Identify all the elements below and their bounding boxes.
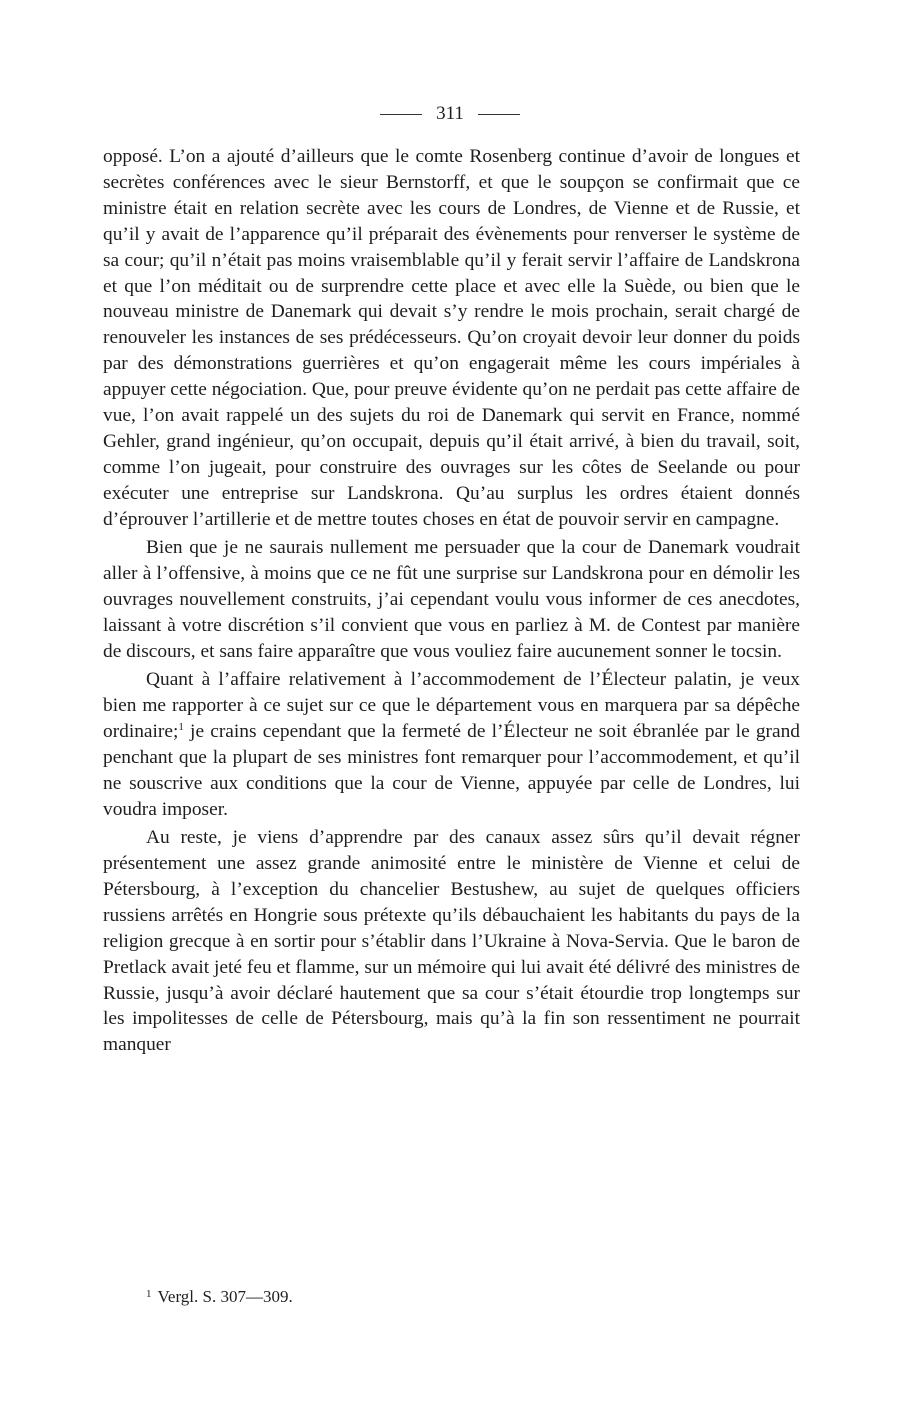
paragraph-2: Bien que je ne saurais nullement me persuader que la cour de Danemark voudrait aller à l’offensive, à moins que ce ne fût une surprise sur Landskrona pour en démolir les ouvrages nouvellement construits, j’ai cependant voulu vous informer de ces anecdotes, laissant à votre discrétion s’il convient que vous en parliez à M. de Contest par manière de discours, et sans faire apparaître que vous vouliez faire aucunement sonner le tocsin. bbox=[103, 537, 800, 662]
paragraph-4: Au reste, je viens d’apprendre par des canaux assez sûrs qu’il devait régner présentement une assez grande animosité entre le ministère de Vienne et celui de Pétersbourg, à l’exception du chancelier Bestushew, au sujet de quelques officiers russiens arrêtés en Hongrie sous prétexte qu’ils débauchaient les habitants du pays de la religion grecque à en sortir pour s’établir dans l’Ukraine à Nova-Servia. Que le baron de Pretlack avait jeté feu et flamme, sur un mémoire qui lui avait été délivré des ministres de Russie, jusqu’à avoir déclaré hautement que sa cour s’était étourdie trop longtemps sur les impolitesses de celle de Pétersbourg, mais qu’à la fin son ressentiment ne pourrait manquer bbox=[103, 827, 800, 1056]
body-text bbox=[103, 144, 800, 1058]
header-rule-right bbox=[478, 114, 520, 115]
paragraph-3 bbox=[103, 667, 800, 822]
paragraph-3-text-after: je crains cependant que la fermeté de l’Électeur ne soit ébranlée par le grand penchant que la plupart de ses ministres font remarquer pour l’accommodement, et qu’il ne souscrive aux conditions que la cour de Vienne, appuyée par celle de Londres, lui voudra imposer. bbox=[103, 720, 800, 820]
footnote-mark: 1 bbox=[146, 1288, 152, 1300]
page-number: 311 bbox=[436, 103, 464, 124]
paragraph-3-text-before: Quant à l’affaire relativement à l’accommodement de l’Électeur palatin, je veux bien me rapporter à ce sujet sur ce que le département vous en marquera par sa dépêche ordinaire; bbox=[103, 669, 800, 742]
footnote-reference: 1 bbox=[178, 720, 184, 733]
footnote-text: Vergl. S. 307—309. bbox=[157, 1287, 293, 1306]
header-rule-left bbox=[380, 114, 422, 115]
page-header bbox=[0, 100, 900, 128]
paragraph-1: opposé. L’on a ajouté d’ailleurs que le comte Rosenberg continue d’avoir de longues et secrètes conférences avec le sieur Bernstorff, et que le soupçon se confirmait que ce ministre était en relation secrète avec les cours de Londres, de Vienne et de Russie, et qu’il y avait de l’apparence qu’il préparait des évènements pour renverser le système de sa cour; qu’il n’était pas moins vraisemblable qu’il y ferait servir l’affaire de Landskrona et que l’on méditait ou de surprendre cette place et avec elle la Suède, ou bien que le nouveau ministre de Danemark qui devait s’y rendre le mois prochain, serait chargé de renouveler les instances de ses prédécesseurs. Qu’on croyait devoir leur donner du poids par des démonstrations guerrières et qu’on engagerait même les cours impériales à appuyer cette négociation. Que, pour preuve évidente qu’on ne perdait pas cette affaire de vue, l’on avait rappelé un des sujets du roi de Danemark qui servit en France, nommé Gehler, grand ingénieur, qu’on occupait, depuis qu’il était arrivé, à bien du travail, soit, comme l’on jugeait, pour construire des ouvrages sur les côtes de Seelande ou pour exécuter une entreprise sur Landskrona. Qu’au surplus les ordres étaient donnés d’éprouver l’artillerie et de mettre toutes choses en état de pouvoir servir en campagne. bbox=[103, 146, 800, 530]
footnote bbox=[146, 1283, 293, 1308]
